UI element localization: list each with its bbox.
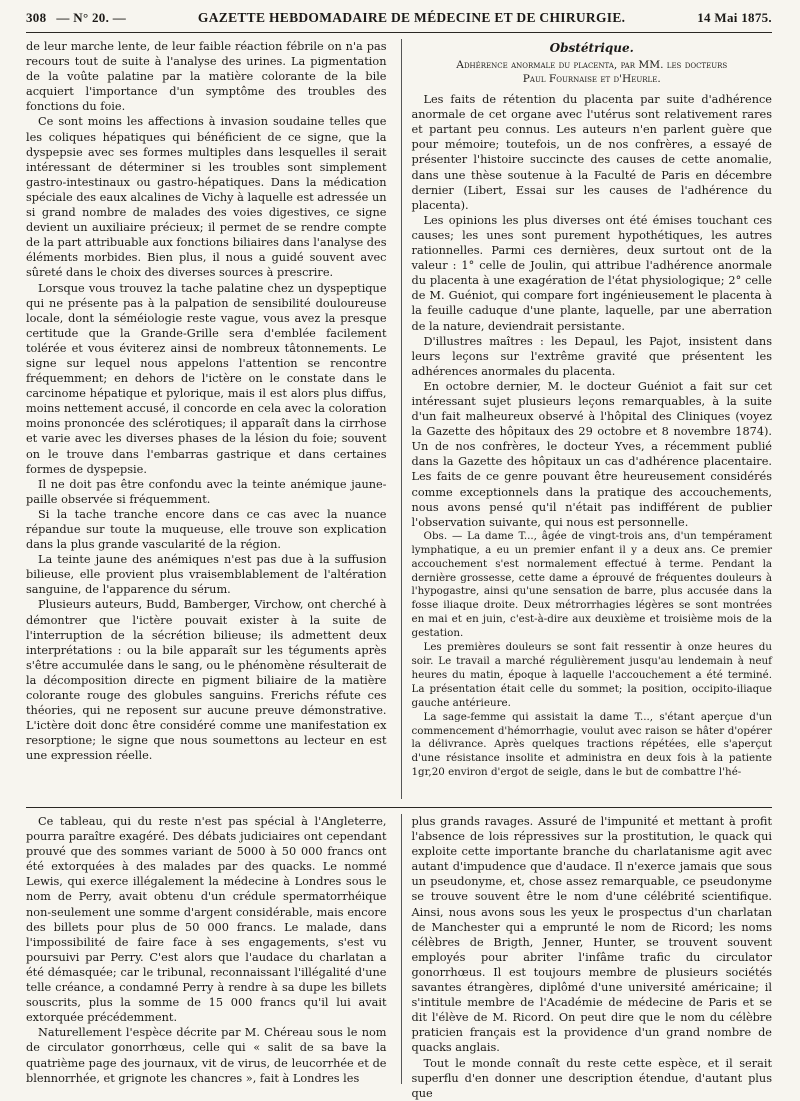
observation-paragraph: La sage-femme qui assistait la dame T..., s'étant aperçue d'un commencement d'hémorrhagie, voulut avec raison se hâter d'opérer la délivrance. Après quelques tractions répétées, elle s'aperçut d'une résistance insolite et administra en deux fois à la patiente 1gr,20 environ d'ergot de seigle, dans le but de combattre l'hé-	[411, 710, 772, 779]
paragraph: En octobre dernier, M. le docteur Guéniot a fait sur cet intéressant sujet plusieurs leçons remarquables, à la suite d'un fait malheureux observé à l'hôpital des Cliniques (voyez la Gazette des hôpitaux des 29 octobre et 8 novembre 1874). Un de nos confrères, le docteur Yves, a récemment publié dans la Gazette des hôpitaux un cas d'adhérence placentaire. Les faits de ce genre pouvant être heureusement considérés comme exceptionnels dans la pratique des accouchements, nous avons pensé qu'il n'était pas indifférent de publier l'observation suivante, qui nous est personnelle.	[411, 379, 772, 529]
paragraph: Les opinions les plus diverses ont été émises touchant ces causes; les unes sont purement hypothétiques, les autres rationnelles. Parmi ces dernières, deux surtout ont de la valeur : 1° celle de Joulin, qui attribue l'adhérence anormale du placenta à une exagération de l'état physiologique; 2° celle de M. Guéniot, qui compare fort ingénieusement le placenta à la feuille caduque d'une plante, laquelle, par une aberration de la nature, deviendrait persistante.	[411, 213, 772, 333]
paragraph: Tout le monde connaît du reste cette espèce, et il serait superflu d'en donner une description étendue, d'autant plus que	[411, 1056, 772, 1100]
article-title	[412, 58, 773, 86]
page-number: 308	[26, 10, 47, 25]
paragraph: Les faits de rétention du placenta par suite d'adhérence anormale de cet organe avec l'utérus sont relativement rares et partant peu connus. Les auteurs n'en parlent guère que pour mémoire; toutefois, un de nos confrères, a essayé de présenter l'histoire succincte des causes de cette anomalie, dans une thèse soutenue à la Faculté de Paris en décembre dernier (Libert, Essai sur les causes de l'adhérence du placenta).	[411, 93, 772, 212]
upper-section	[26, 39, 772, 799]
paragraph: Naturellement l'espèce décrite par M. Chéreau sous le nom de circulator gonorrhœus, celle qui « salit de sa bave la quatrième page des journaux, vit de virus, de leucorrhée et de blennorrhée, et grignote les chancres », fait à Londres les	[26, 1026, 387, 1085]
paragraph: Lorsque vous trouvez la tache palatine chez un dyspeptique qui ne présente pas à la palpation de sensibilité douloureuse locale, dont la séméiologie reste vague, vous avez la presque certitude que la Grande-Grille sera d'emblée facilement tolérée et vous éviterez ainsi de nombreux tâtonnements. Le signe sur lequel nous appelons l'attention se rencontre fréquemment; en dehors de l'ictère on le constate dans le carcinome hépatique et pylorique, mais il est alors plus diffus, moins nettement accusé, il concorde en cela avec la coloration moins prononcée des sclérotiques; il apparaît dans la cirrhose et varie avec les diverses phases de la lésion du foie; souvent on le trouve dans l'embarras gastrique et dans certaines formes de dyspepsie.	[26, 281, 387, 476]
observation-paragraph: Obs. — La dame T..., âgée de vingt-trois ans, d'un tempérament lymphatique, a eu un premier enfant il y a deux ans. Ce premier accouchement s'est normalement effectué à terme. Pendant la dernière grossesse, cette dame a éprouvé de fréquentes douleurs à l'hypogastre, ainsi qu'une sensation de barre, plus accusée dans la fosse iliaque droite. Deux métrorrhagies légères se sont montrées en mai et en juin, c'est-à-dire aux deuxième et troisième mois de la gestation.	[411, 529, 772, 640]
paragraph: La teinte jaune des anémiques n'est pas due à la suffusion bilieuse, elle provient plus vraisemblablement de l'altération sanguine, de l'apparence du sérum.	[26, 553, 387, 597]
observation-paragraph: Les premières douleurs se sont fait ressentir à onze heures du soir. Le travail a marché régulièrement jusqu'au lendemain à neuf heures du matin, époque à laquelle l'accouchement a été terminé. La présentation était celle du sommet; la position, occipito-iliaque gauche antérieure.	[411, 641, 772, 709]
article-title-line: Adhérence anormale du placenta, par MM. les docteurs	[456, 59, 728, 72]
header-left	[26, 10, 126, 26]
observation-block	[412, 530, 773, 780]
issue-date: 14 Mai 1875.	[697, 10, 772, 25]
paragraph: plus grands ravages. Assuré de l'impunité et mettant à profit l'absence de lois répressives sur la prostitution, le quack qui exploite cette importante branche du charlatanisme agit avec autant d'impudence que d'audace. Il n'exerce jamais que sous un pseudonyme, et, chose assez remarquable, ce pseudonyme se trouve souvent être le nom d'une célébrité scientifique. Ainsi, nous avons sous les yeux le prospectus d'un charlatan de Manchester qui a emprunté le nom de Ricord; les noms célèbres de Brigth, Jenner, Hunter, se trouvent souvent employés pour abriter l'infâme trafic du circulator gonorrhœus. Il est toujours membre de plusieurs sociétés savantes étrangères, diplômé d'une université américaine; il s'intitule membre de l'Académie de médecine de Paris et se dit l'élève de M. Ricord. On peut dire que le nom du célèbre praticien français est la providence d'un grand nombre de quacks anglais.	[411, 815, 772, 1055]
section-divider	[26, 807, 772, 808]
issue-number: — N° 20. —	[56, 10, 126, 25]
paragraph: de leur marche lente, de leur faible réaction fébrile on n'a pas recours tout de suite à l'analyse des urines. La pigmentation de la voûte palatine par la matière colorante de la bile acquiert l'importance d'un symptôme des troubles des fonctions du foie.	[26, 40, 387, 114]
lower-section	[26, 814, 772, 1100]
article-authors: Paul Fournaise et d'Heurle.	[522, 73, 661, 86]
upper-right-column	[401, 39, 773, 799]
paragraph: Ce tableau, qui du reste n'est pas spécial à l'Angleterre, pourra paraître exagéré. Des débats judiciaires ont cependant prouvé que des sommes variant de 5000 à 50 000 francs ont été extorquées à des malades par des quacks. Le nommé Lewis, qui exerce illégalement la médecine à Londres sous le nom de Perry, avait obtenu d'un crédule spermatorrhéique non-seulement une somme d'argent considérable, mais encore des billets pour plus de 50 000 francs. Le malade, dans l'impossibilité de faire face à ses engagements, s'est vu poursuivi par Perry. C'est alors que l'audace du charlatan a été démasquée; car le tribunal, reconnaissant l'illégalité d'une telle créance, a condamné Perry à rendre à sa dupe les billets souscrits, plus la somme de 15 000 francs qu'il lui avait extorquée précédemment.	[26, 815, 387, 1025]
paragraph: Si la tache tranche encore dans ce cas avec la nuance répandue sur toute la muqueuse, elle trouve son explication dans la plus grande vascularité de la région.	[26, 507, 387, 552]
paragraph: Ce sont moins les affections à invasion soudaine telles que les coliques hépatiques qui bénéficient de ce signe, que la dyspepsie avec ses formes multiples dans lesquelles il serait intéressant de déterminer si les troubles sont simplement gastro-intestinaux ou gastro-hépatiques. Dans la médication spéciale des eaux alcalines de Vichy à laquelle est adressée un si grand nombre de malades des voies digestives, ce signe devient un auxiliaire précieux; il permet de se rendre compte de la part attribuable aux fonctions biliaires dans l'analyse des éléments morbides. Bien plus, il nous a guidé souvent avec sûreté dans le choix des diverses sources à prescrire.	[26, 115, 387, 280]
page-header	[26, 0, 772, 33]
journal-title: GAZETTE HEBDOMADAIRE DE MÉDECINE ET DE CHIRURGIE.	[197, 10, 626, 25]
section-title: Obstétrique.	[549, 41, 634, 55]
lower-right-column	[401, 814, 773, 1100]
paragraph: D'illustres maîtres : les Depaul, les Pajot, insistent dans leurs leçons sur l'extrême gravité que présentent les adhérences anormales du placenta.	[411, 334, 772, 378]
paragraph: Plusieurs auteurs, Budd, Bamberger, Virchow, ont cherché à démontrer que l'ictère pouvait exister à la suite de l'interruption de la sécrétion bilieuse; ils admettent deux interprétations : ou la bile apparaît sur les téguments après s'être accumulée dans le sang, ou le phénomène résulterait de la décomposition directe en pigment biliaire de la matière colorante rouge des globules sanguins. Frerichs réfute ces théories, qui ne reposent sur aucune preuve démonstrative. L'ictère doit donc être considéré comme une manifestation ex resorptione; le signe que nous soumettons au lecteur en est une expression réelle.	[26, 598, 387, 763]
upper-left-column	[26, 39, 387, 799]
lower-left-column	[26, 814, 387, 1084]
paragraph: Il ne doit pas être confondu avec la teinte anémique jaune-paille observée si fréquemment.	[26, 477, 387, 506]
